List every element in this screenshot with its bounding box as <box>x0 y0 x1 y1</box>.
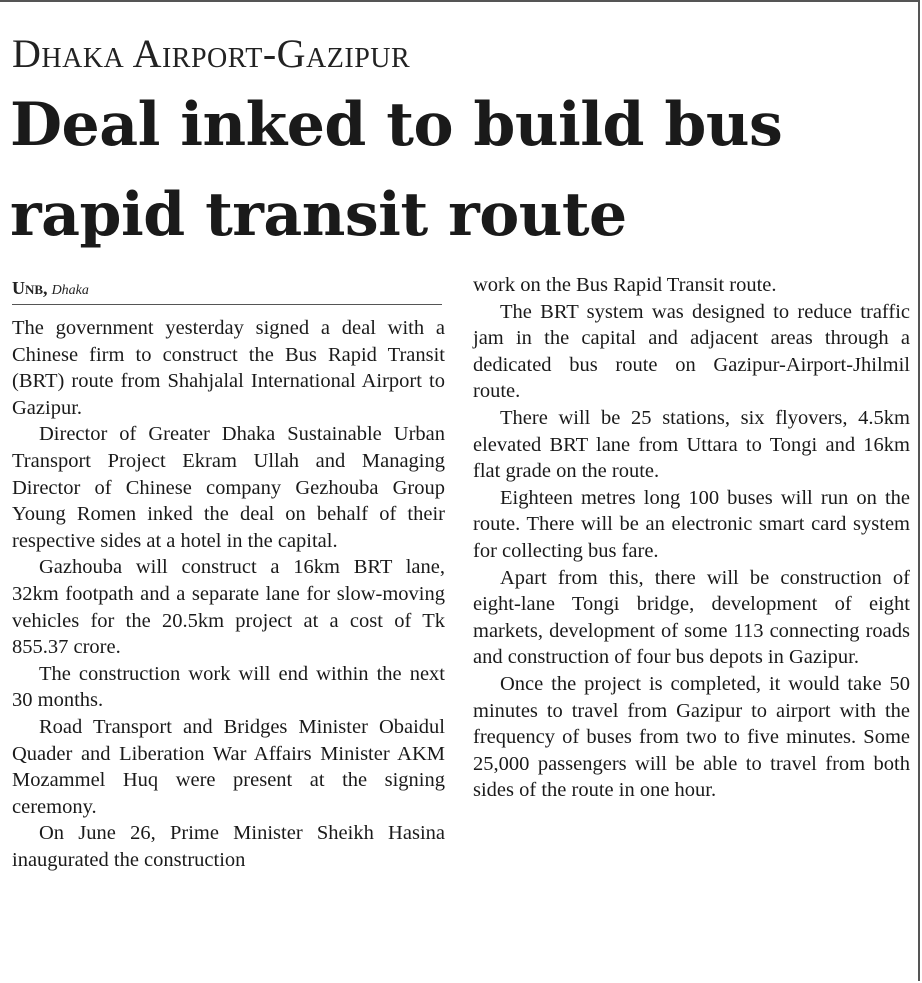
paragraph: work on the Bus Rapid Transit route. <box>473 274 777 296</box>
paragraph: On June 26, Prime Minister Sheikh Hasina inaugurated the construction <box>12 822 445 871</box>
headline-line-2: rapid transit route <box>10 180 627 250</box>
headline-line-1: Deal inked to build bus <box>10 90 783 160</box>
byline <box>12 278 442 301</box>
paragraph: The BRT system was designed to reduce traffic jam in the capital and adjacent areas through a dedicated bus route on Gazipur-Airport-Jhilmil route. <box>473 300 910 403</box>
headline <box>10 80 910 260</box>
paragraph: The government yesterday signed a deal with a Chinese firm to construct the Bus Rapid Transit (BRT) route from Shahjalal International Airport to Gazipur. <box>12 317 445 419</box>
paragraph: Eighteen metres long 100 buses will run on the route. There will be an electronic smart card system for collecting bus fare. <box>473 486 910 562</box>
byline-agency: Unb, <box>12 278 48 298</box>
paragraph: Once the project is completed, it would take 50 minutes to travel from Gazipur to airport with the frequency of buses from two to five minutes. Some 25,000 passengers will be able to travel from both sides of the route in one hour. <box>473 672 910 802</box>
section-kicker: Dhaka Airport-Gazipur <box>12 31 411 76</box>
paragraph: Apart from this, there will be construction of eight-lane Tongi bridge, development of eight markets, development of some 113 connecting roads and construction of four bus depots in Gazipur. <box>473 566 910 669</box>
byline-divider <box>12 304 442 305</box>
paragraph: Director of Greater Dhaka Sustainable Urban Transport Project Ekram Ullah and Managing Director of Chinese company Gezhouba Group Young Romen inked the deal on behalf of their respective sides at a hotel in the capital. <box>12 423 445 552</box>
paragraph: There will be 25 stations, six flyovers, 4.5km elevated BRT lane from Uttara to Tongi and 16km flat grade on the route. <box>473 406 910 483</box>
article-column-left <box>12 315 445 873</box>
paragraph: The construction work will end within the next 30 months. <box>12 662 445 712</box>
paragraph: Gazhouba will construct a 16km BRT lane, 32km footpath and a separate lane for slow-moving vehicles for the 20.5km project at a cost of Tk 855.37 crore. <box>12 556 445 659</box>
paragraph: Road Transport and Bridges Minister Obaidul Quader and Liberation War Affairs Minister AKM Mozammel Huq were present at the signing ceremony. <box>12 715 445 818</box>
article-column-right <box>473 272 910 804</box>
byline-place: Dhaka <box>51 283 89 298</box>
